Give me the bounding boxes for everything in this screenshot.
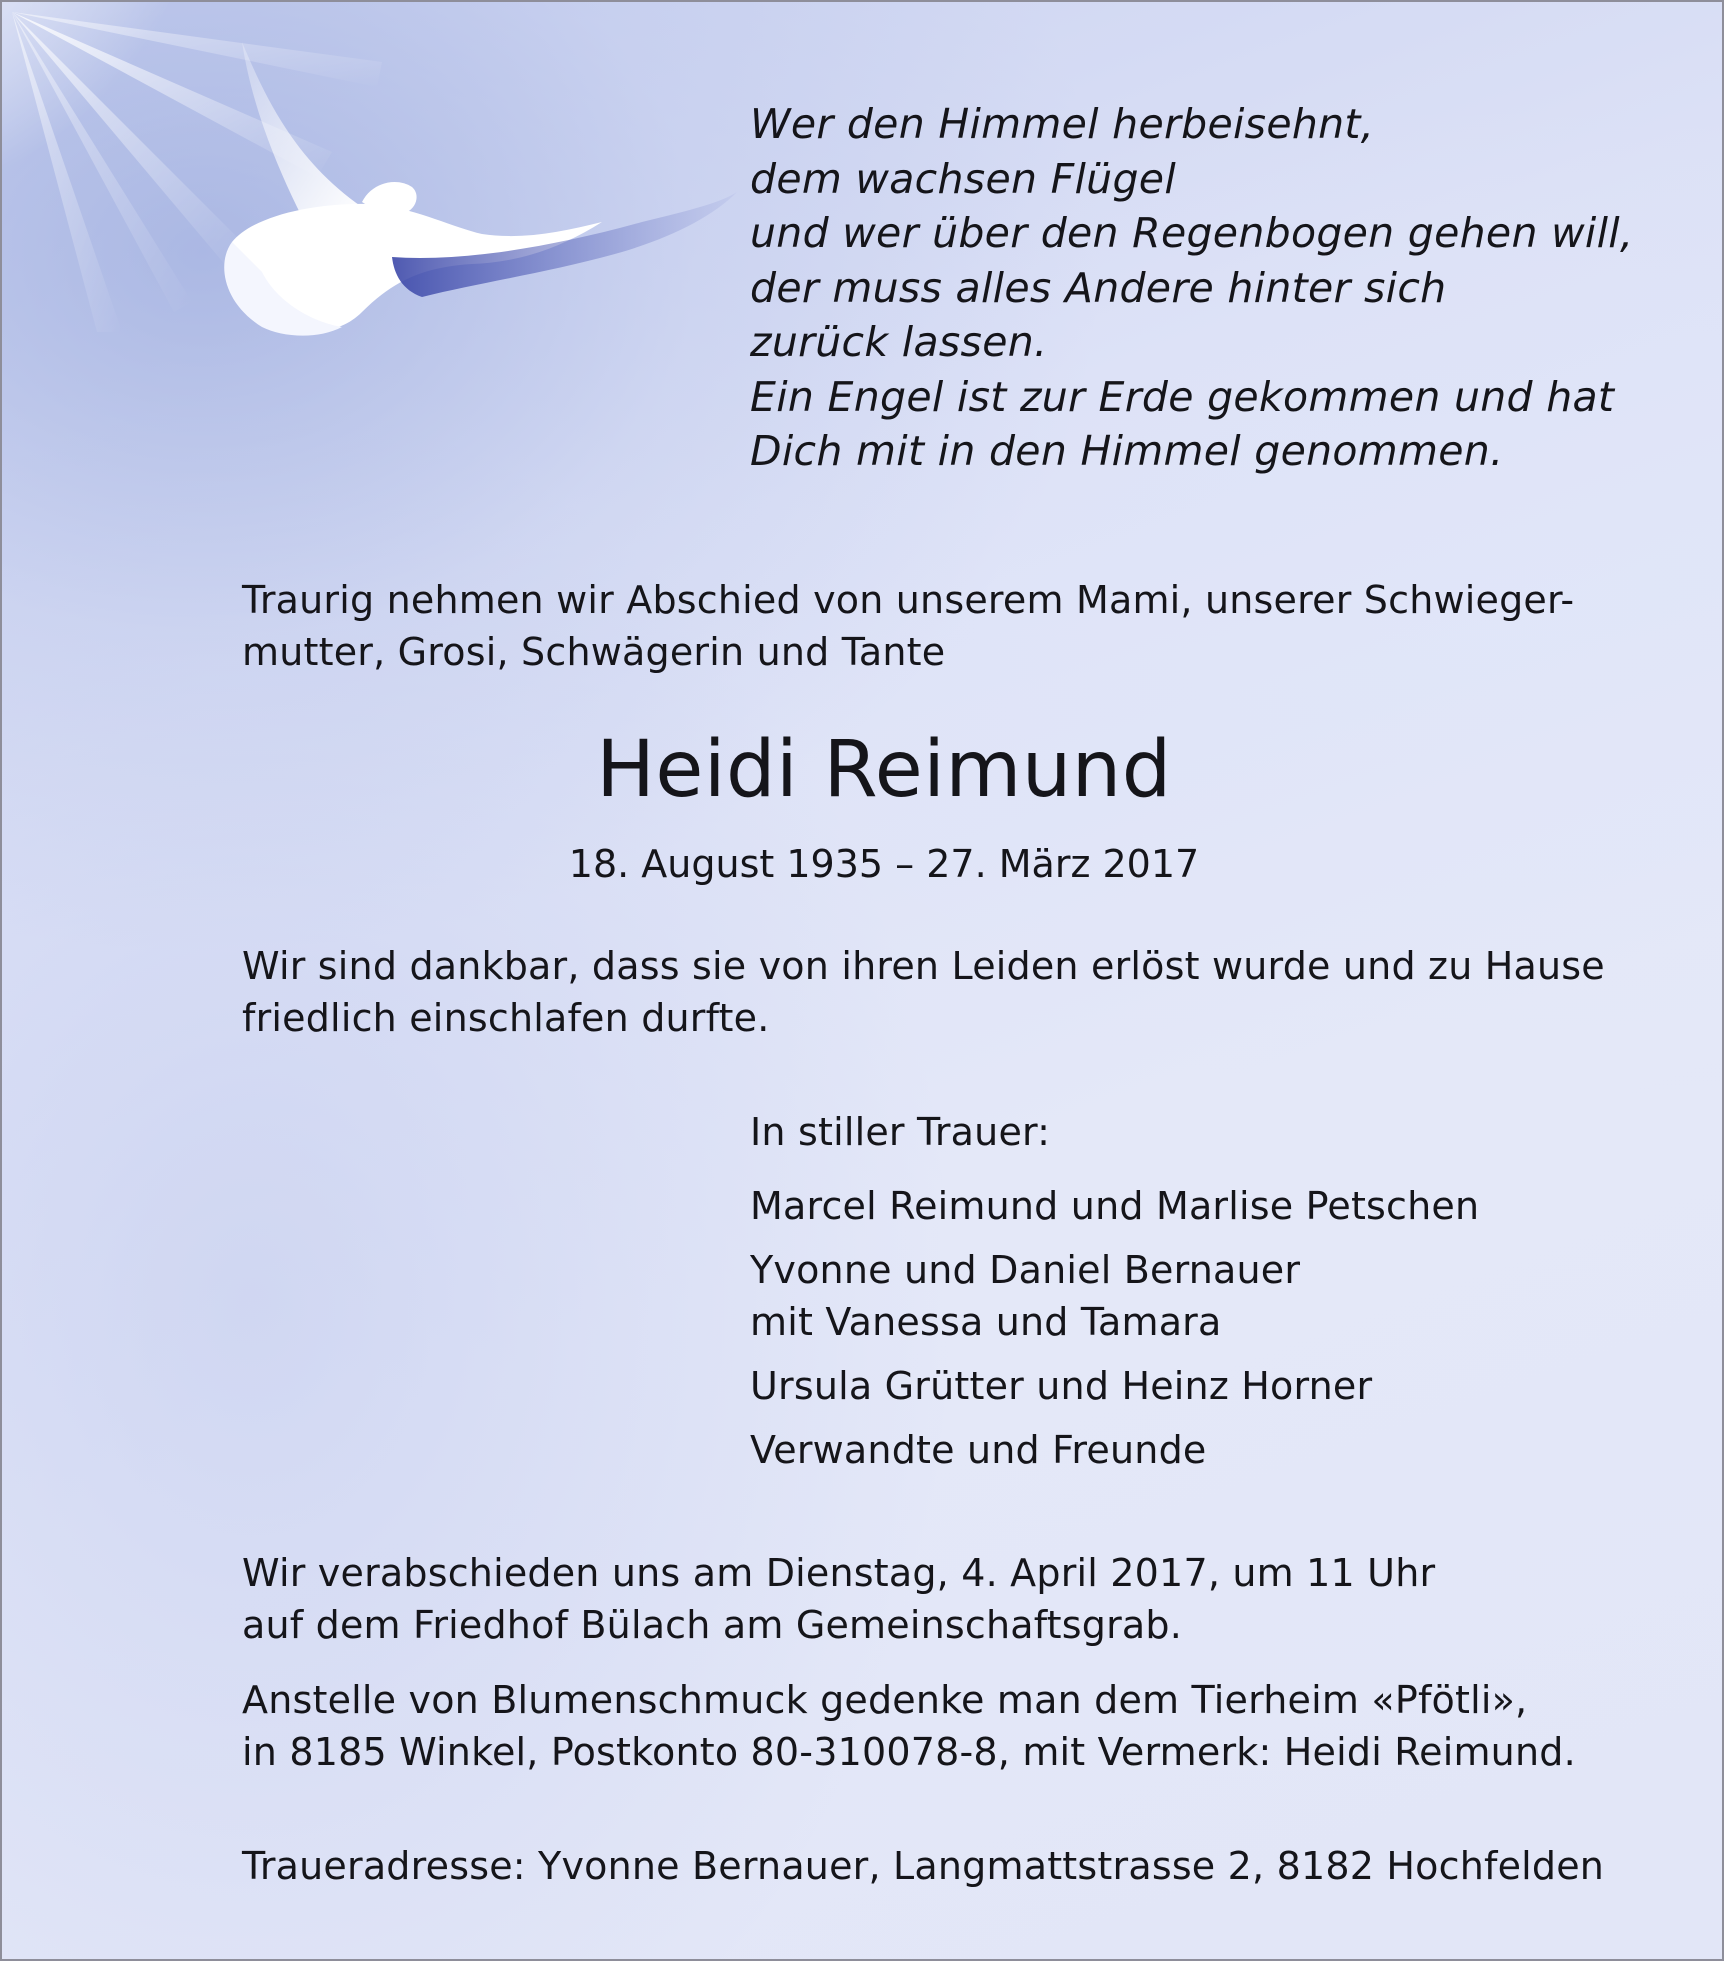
poem-line: Dich mit in den Himmel genommen. (750, 427, 1504, 475)
thanks-text (242, 940, 1605, 1044)
intro-line: Traurig nehmen wir Abschied von unserem Mami, unserer Schwieger- (242, 578, 1575, 622)
donation-info-line: in 8185 Winkel, Postkonto 80-310078-8, mit Vermerk: Heidi Reimund. (242, 1730, 1576, 1774)
funeral-info (242, 1547, 1435, 1651)
dove-icon (222, 42, 742, 342)
mourners-heading: In stiller Trauer: (750, 1110, 1051, 1154)
poem-line: der muss alles Andere hinter sich (750, 263, 1447, 312)
mourner-entry-line: mit Vanessa und Tamara (750, 1300, 1222, 1344)
intro-text (242, 574, 1574, 678)
poem-line: Wer den Himmel herbeisehnt, (750, 100, 1375, 148)
intro-line: mutter, Grosi, Schwägerin und Tante (242, 630, 946, 674)
mourners-list (750, 1106, 1479, 1488)
poem-line: Ein Engel ist zur Erde gekommen und hat (750, 372, 1615, 421)
life-dates: 18. August 1935 – 27. März 2017 (568, 842, 1200, 886)
donation-info-line: Anstelle von Blumenschmuck gedenke man dem Tierheim «Pfötli», (242, 1678, 1528, 1722)
mourner-entry: Ursula Grütter und Heinz Horner (750, 1364, 1373, 1408)
thanks-line: friedlich einschlafen durfte. (242, 996, 770, 1040)
poem-line: und wer über den Regenbogen gehen will, (750, 209, 1634, 257)
mourner-entry-line: Yvonne und Daniel Bernauer (750, 1248, 1301, 1292)
poem (750, 97, 1670, 479)
poem-line: zurück lassen. (750, 318, 1048, 366)
mourning-address: Traueradresse: Yvonne Bernauer, Langmattstrasse 2, 8182 Hochfelden (242, 1844, 1605, 1888)
donation-info (242, 1674, 1576, 1778)
mourner-entry: Verwandte und Freunde (750, 1428, 1207, 1472)
funeral-info-line: auf dem Friedhof Bülach am Gemeinschaftsgrab. (242, 1603, 1182, 1647)
deceased-name: Heidi Reimund (596, 725, 1172, 815)
mourner-entry (750, 1244, 1479, 1348)
thanks-line: Wir sind dankbar, dass sie von ihren Leiden erlöst wurde und zu Hause (242, 944, 1605, 988)
mourner-entry: Marcel Reimund und Marlise Petschen (750, 1184, 1480, 1228)
poem-line: dem wachsen Flügel (750, 154, 1177, 203)
funeral-info-line: Wir verabschieden uns am Dienstag, 4. April 2017, um 11 Uhr (242, 1551, 1436, 1595)
